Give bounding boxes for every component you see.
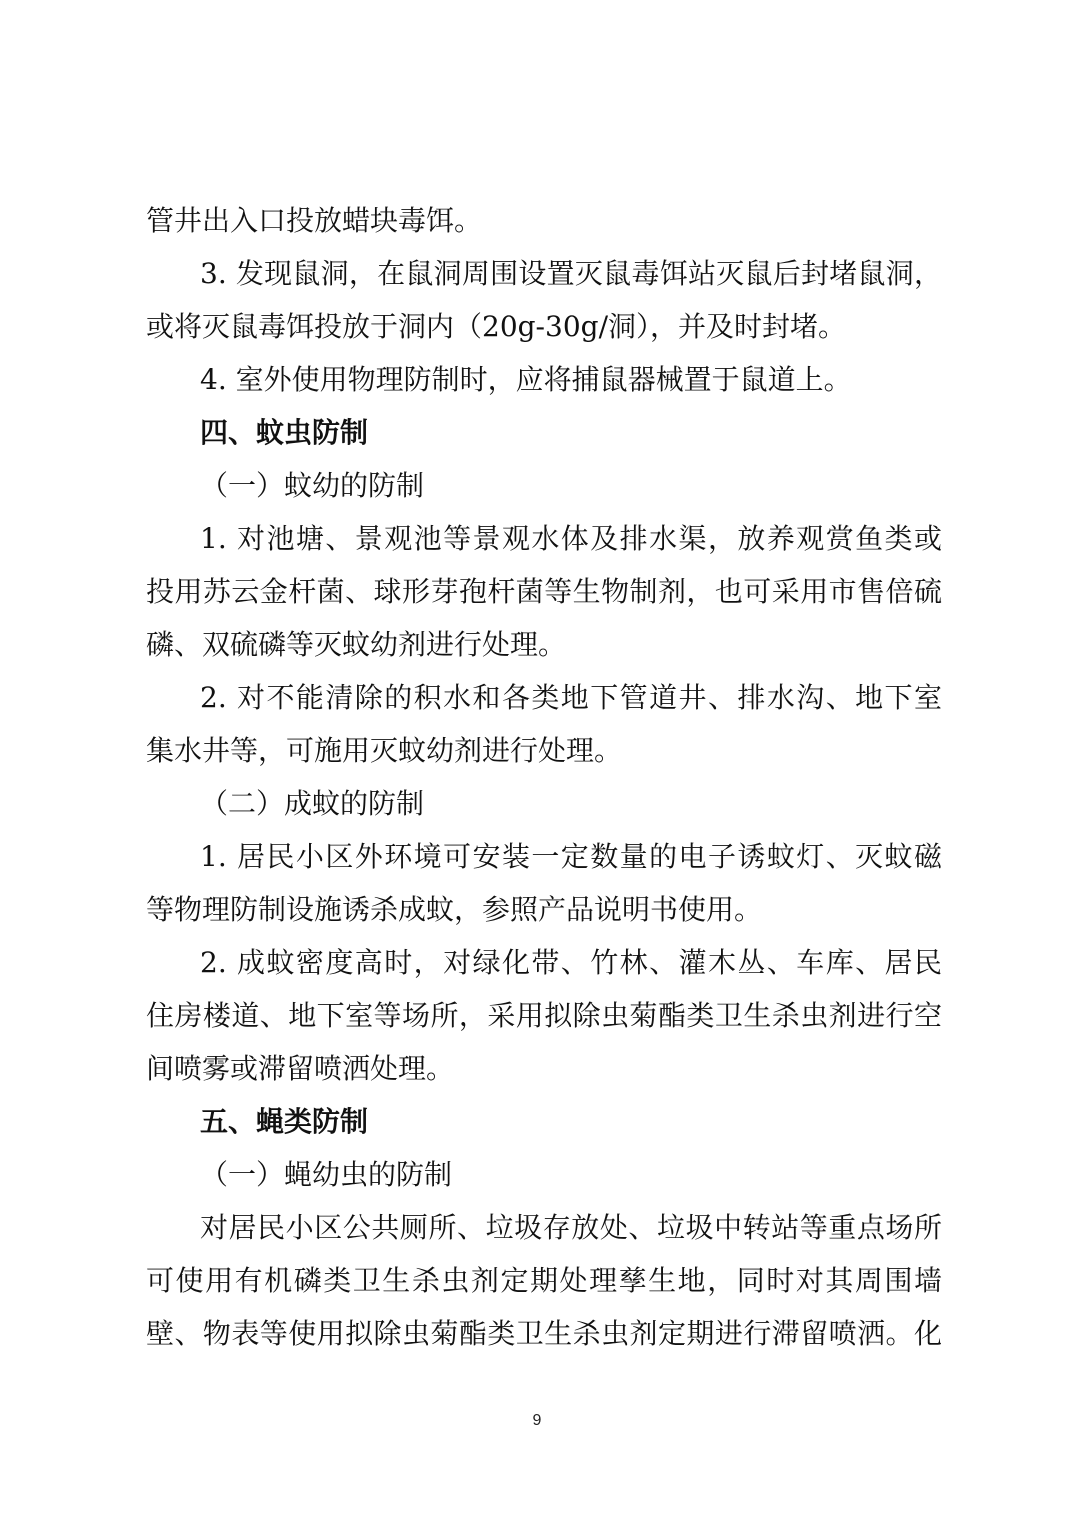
text-line: 3. 发现鼠洞，在鼠洞周围设置灭鼠毒饵站灭鼠后封堵鼠洞， (200, 257, 942, 290)
text-line: （一）蝇幼虫的防制 (200, 1158, 453, 1191)
section-heading: 四、蚊虫防制 (200, 416, 369, 449)
text-line: 或将灭鼠毒饵投放于洞内（20g-30g/洞），并及时封堵。 (146, 310, 847, 343)
text-line: 等物理防制设施诱杀成蚊，参照产品说明书使用。 (146, 893, 763, 926)
text-line: 管井出入口投放蜡块毒饵。 (146, 204, 483, 237)
text-line: 磷、双硫磷等灭蚊幼剂进行处理。 (146, 628, 567, 661)
text-line: （一）蚊幼的防制 (200, 469, 425, 502)
text-line: 集水井等，可施用灭蚊幼剂进行处理。 (146, 734, 623, 767)
text-line: 投用苏云金杆菌、球形芽孢杆菌等生物制剂，也可采用市售倍硫 (146, 575, 942, 608)
text-line: （二）成蚊的防制 (200, 787, 425, 820)
text-line: 住房楼道、地下室等场所，采用拟除虫菊酯类卫生杀虫剂进行空 (146, 999, 942, 1032)
text-line: 间喷雾或滞留喷洒处理。 (146, 1052, 455, 1085)
text-line: 2. 对不能清除的积水和各类地下管道井、排水沟、地下室 (200, 681, 942, 714)
text-line: 可使用有机磷类卫生杀虫剂定期处理孳生地，同时对其周围墙 (146, 1264, 942, 1297)
text-line: 4. 室外使用物理防制时，应将捕鼠器械置于鼠道上。 (200, 363, 852, 396)
page-number: 9 (532, 1412, 542, 1429)
text-line: 1. 对池塘、景观池等景观水体及排水渠，放养观赏鱼类或 (200, 522, 942, 555)
text-line: 1. 居民小区外环境可安装一定数量的电子诱蚊灯、灭蚊磁 (200, 840, 942, 873)
text-line: 对居民小区公共厕所、垃圾存放处、垃圾中转站等重点场所 (200, 1211, 942, 1244)
section-heading: 五、蝇类防制 (200, 1105, 369, 1138)
text-line: 2. 成蚊密度高时，对绿化带、竹林、灌木丛、车库、居民 (200, 946, 942, 979)
text-line: 壁、物表等使用拟除虫菊酯类卫生杀虫剂定期进行滞留喷洒。化 (146, 1317, 942, 1350)
